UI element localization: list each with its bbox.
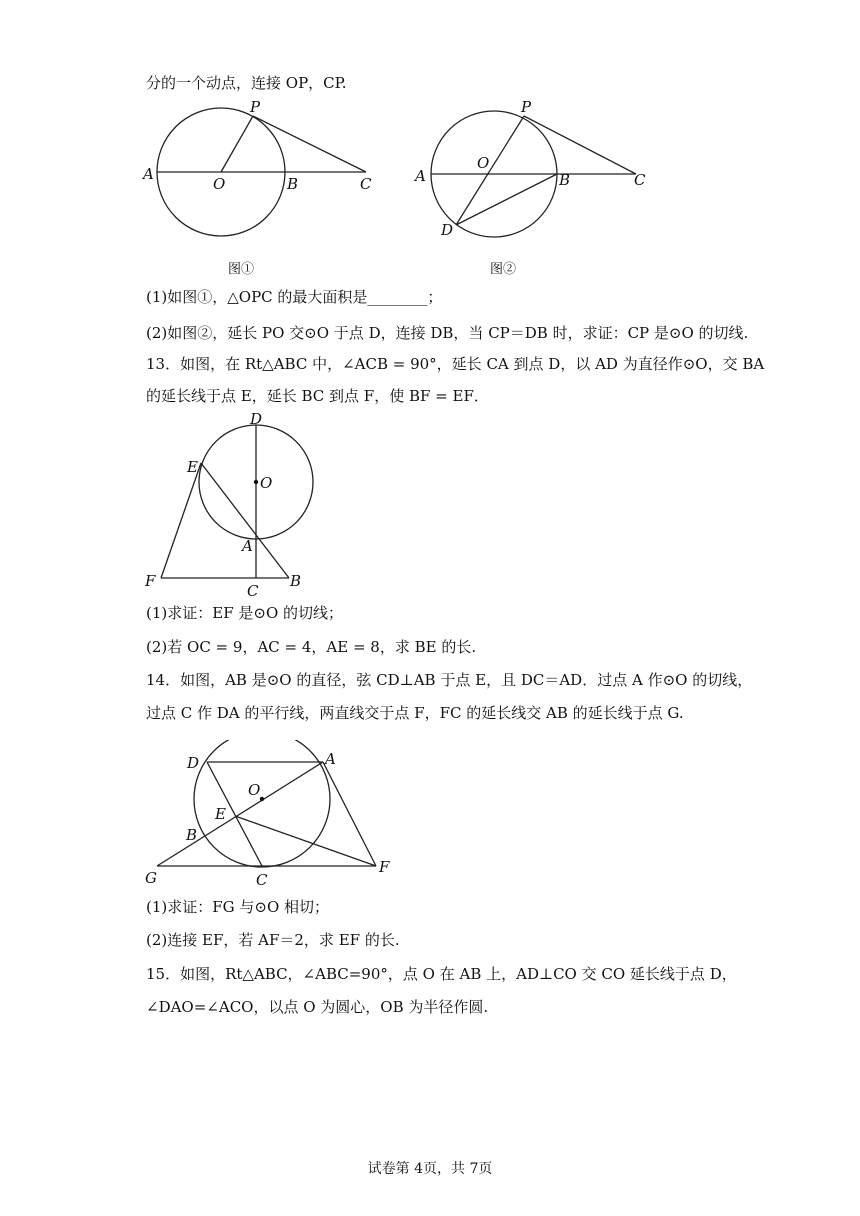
q13-part1: (1)求证：EF 是⊙O 的切线； [146,604,344,622]
label-p: P [250,98,261,116]
label-g: G [145,869,157,887]
figure-13 [140,408,340,598]
q14-part1: (1)求证：FG 与⊙O 相切； [146,898,330,916]
label-o: O [213,175,226,193]
caption-2: 图② [490,262,517,277]
center-dot [254,480,258,484]
q14-part2: (2)连接 EF，若 AF＝2，求 EF 的长. [146,931,400,949]
q15-stem-1: 15．如图，Rt△ABC，∠ABC=90°，点 O 在 AB 上，AD⊥CO 交 CO 延长线于点 D， [146,965,737,983]
label-c: C [256,871,268,889]
label-d: D [187,754,200,772]
label-e: E [187,458,198,476]
label-d: D [250,410,263,428]
label-b: B [287,175,299,193]
q14-stem-2: 过点 C 作 DA 的平行线，两直线交于点 F，FC 的延长线交 AB 的延长线于点 G. [146,704,684,722]
figure-12-1 [140,98,390,278]
label-b: B [186,826,198,844]
q13-part2: (2)若 OC = 9，AC = 4，AE = 8，求 BE 的长. [146,638,477,656]
label-o: O [477,154,490,172]
figure-12-2 [410,95,660,278]
label-c: C [360,175,372,193]
label-a: A [415,167,426,185]
label-f: F [379,858,390,876]
q13-stem-2: 的延长线于点 E，延长 BC 到点 F，使 BF = EF． [146,387,489,405]
circle-o [194,740,330,867]
label-b: B [559,171,571,189]
label-b: B [290,572,302,590]
figure-14 [140,740,400,892]
line-op [221,116,253,172]
label-o: O [260,474,273,492]
label-f: F [145,572,156,590]
caption-1: 图① [228,262,255,277]
label-a: A [143,165,154,183]
label-c: C [634,171,646,189]
line-pc [253,116,366,172]
line-ef [161,463,201,578]
q13-stem-1: 13．如图，在 Rt△ABC 中，∠ACB = 90°，延长 CA 到点 D，以 AD 为直径作⊙O，交 BA [146,355,765,373]
line-ag [157,762,323,866]
line-pd [456,116,524,225]
label-a: A [325,750,336,768]
q12-part1: (1)如图①，△OPC 的最大面积是________； [146,288,443,306]
label-a: A [242,537,253,555]
intro-line: 分的一个动点，连接 OP，CP. [146,74,347,92]
label-d: D [441,221,454,239]
page-footer: 试卷第 4页，共 7页 [367,1161,493,1177]
q15-stem-2: ∠DAO=∠ACO，以点 O 为圆心，OB 为半径作圆. [146,998,489,1016]
label-c: C [247,582,259,598]
label-o: O [248,781,261,799]
center-dot [260,797,264,801]
q14-stem-1: 14．如图，AB 是⊙O 的直径，弦 CD⊥AB 于点 E，且 DC＝AD．过点 A 作⊙O 的切线， [146,671,753,689]
line-pc [524,116,636,174]
label-e: E [215,805,226,823]
q12-part2: (2)如图②，延长 PO 交⊙O 于点 D，连接 DB，当 CP＝DB 时，求证：CP 是⊙O 的切线. [146,324,749,342]
label-p: P [521,98,532,116]
